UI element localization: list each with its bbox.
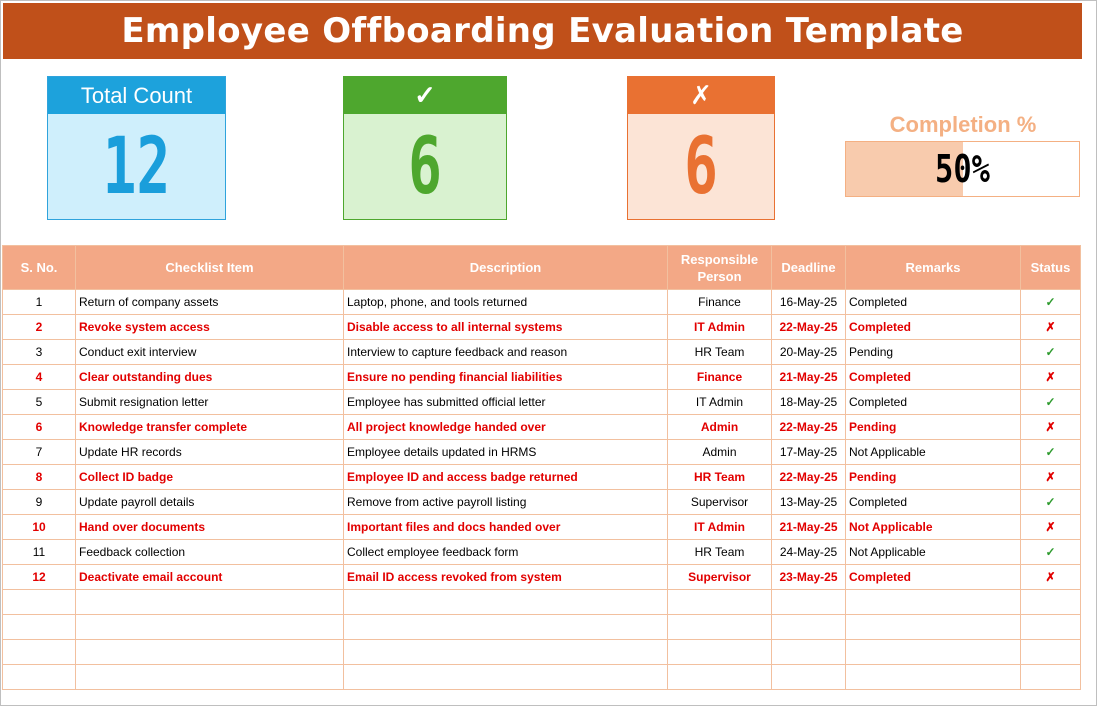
cell-responsible-person[interactable]: HR Team	[668, 340, 772, 365]
cell-deadline[interactable]: 22-May-25	[772, 465, 846, 490]
empty-row	[3, 615, 1081, 640]
cell-deadline[interactable]: 20-May-25	[772, 340, 846, 365]
empty-cell[interactable]	[846, 590, 1021, 615]
empty-row	[3, 640, 1081, 665]
empty-cell[interactable]	[668, 615, 772, 640]
cell-deadline[interactable]: 18-May-25	[772, 390, 846, 415]
empty-cell[interactable]	[1021, 665, 1081, 690]
cell-remarks[interactable]: Not Applicable	[846, 540, 1021, 565]
cell-deadline[interactable]: 21-May-25	[772, 365, 846, 390]
cell-description[interactable]: Important files and docs handed over	[344, 515, 668, 540]
header-responsible-person[interactable]: Responsible Person	[668, 246, 772, 290]
cell-checklist-item[interactable]: Update payroll details	[76, 490, 344, 515]
empty-cell[interactable]	[772, 615, 846, 640]
cell-status[interactable]: ✗	[1021, 315, 1081, 340]
empty-cell[interactable]	[772, 640, 846, 665]
cell-status[interactable]: ✗	[1021, 465, 1081, 490]
cell-deadline[interactable]: 13-May-25	[772, 490, 846, 515]
cell-remarks[interactable]: Completed	[846, 390, 1021, 415]
empty-cell[interactable]	[668, 665, 772, 690]
checklist-table	[2, 245, 1081, 690]
cell-sno[interactable]: 5	[3, 390, 76, 415]
cell-deadline[interactable]: 21-May-25	[772, 515, 846, 540]
cell-deadline[interactable]: 22-May-25	[772, 415, 846, 440]
empty-cell[interactable]	[344, 665, 668, 690]
completion-progress-bar	[845, 141, 1080, 197]
empty-cell[interactable]	[344, 640, 668, 665]
cell-description[interactable]: Email ID access revoked from system	[344, 565, 668, 590]
cell-description[interactable]: Disable access to all internal systems	[344, 315, 668, 340]
table-row	[3, 440, 1081, 465]
empty-cell[interactable]	[344, 590, 668, 615]
cell-deadline[interactable]: 22-May-25	[772, 315, 846, 340]
cell-status[interactable]: ✓	[1021, 540, 1081, 565]
cross-icon: ✗	[628, 77, 774, 114]
cell-status[interactable]: ✓	[1021, 390, 1081, 415]
cell-description[interactable]: Ensure no pending financial liabilities	[344, 365, 668, 390]
empty-cell[interactable]	[1021, 640, 1081, 665]
table-row	[3, 540, 1081, 565]
empty-cell[interactable]	[1021, 615, 1081, 640]
cell-status[interactable]: ✓	[1021, 340, 1081, 365]
table-row	[3, 415, 1081, 440]
cell-checklist-item[interactable]: Hand over documents	[76, 515, 344, 540]
cell-sno[interactable]: 6	[3, 415, 76, 440]
pending-count-card	[627, 76, 775, 220]
table-header-row	[3, 246, 1081, 290]
cell-remarks[interactable]: Pending	[846, 415, 1021, 440]
total-count-label: Total Count	[48, 77, 225, 114]
cell-sno[interactable]: 11	[3, 540, 76, 565]
empty-cell[interactable]	[3, 590, 76, 615]
cell-remarks[interactable]: Not Applicable	[846, 440, 1021, 465]
table-row	[3, 515, 1081, 540]
header-status[interactable]: Status	[1021, 246, 1081, 290]
empty-cell[interactable]	[76, 640, 344, 665]
cell-remarks[interactable]: Not Applicable	[846, 515, 1021, 540]
cell-sno[interactable]: 12	[3, 565, 76, 590]
pending-count-value: 6	[684, 121, 718, 212]
check-icon: ✓	[344, 77, 506, 114]
cell-description[interactable]: Employee ID and access badge returned	[344, 465, 668, 490]
table-row	[3, 290, 1081, 315]
cell-description[interactable]: Remove from active payroll listing	[344, 490, 668, 515]
cell-checklist-item[interactable]: Return of company assets	[76, 290, 344, 315]
cell-responsible-person[interactable]: Finance	[668, 365, 772, 390]
cell-responsible-person[interactable]: HR Team	[668, 465, 772, 490]
header-description[interactable]: Description	[344, 246, 668, 290]
cell-checklist-item[interactable]: Submit resignation letter	[76, 390, 344, 415]
cell-remarks[interactable]: Completed	[846, 565, 1021, 590]
header-checklist-item[interactable]: Checklist Item	[76, 246, 344, 290]
header-sno[interactable]: S. No.	[3, 246, 76, 290]
cell-sno[interactable]: 3	[3, 340, 76, 365]
cell-checklist-item[interactable]: Update HR records	[76, 440, 344, 465]
empty-cell[interactable]	[846, 665, 1021, 690]
empty-cell[interactable]	[772, 665, 846, 690]
cell-responsible-person[interactable]: Supervisor	[668, 490, 772, 515]
cell-checklist-item[interactable]: Knowledge transfer complete	[76, 415, 344, 440]
header-deadline[interactable]: Deadline	[772, 246, 846, 290]
cell-description[interactable]: Interview to capture feedback and reason	[344, 340, 668, 365]
empty-cell[interactable]	[846, 640, 1021, 665]
empty-cell[interactable]	[846, 615, 1021, 640]
cell-checklist-item[interactable]: Feedback collection	[76, 540, 344, 565]
empty-cell[interactable]	[772, 590, 846, 615]
cell-description[interactable]: Laptop, phone, and tools returned	[344, 290, 668, 315]
cell-status[interactable]: ✗	[1021, 415, 1081, 440]
cell-sno[interactable]: 4	[3, 365, 76, 390]
cell-status[interactable]: ✗	[1021, 565, 1081, 590]
cell-deadline[interactable]: 16-May-25	[772, 290, 846, 315]
table-row	[3, 340, 1081, 365]
cell-description[interactable]: Employee details updated in HRMS	[344, 440, 668, 465]
cell-description[interactable]: Collect employee feedback form	[344, 540, 668, 565]
cell-responsible-person[interactable]: IT Admin	[668, 390, 772, 415]
cell-checklist-item[interactable]: Clear outstanding dues	[76, 365, 344, 390]
header-remarks[interactable]: Remarks	[846, 246, 1021, 290]
empty-cell[interactable]	[1021, 590, 1081, 615]
table-row	[3, 565, 1081, 590]
cell-remarks[interactable]: Completed	[846, 365, 1021, 390]
empty-cell[interactable]	[76, 665, 344, 690]
empty-cell[interactable]	[344, 615, 668, 640]
cell-checklist-item[interactable]: Revoke system access	[76, 315, 344, 340]
total-count-value: 12	[102, 121, 171, 212]
table-row	[3, 365, 1081, 390]
cell-remarks[interactable]: Completed	[846, 490, 1021, 515]
cell-status[interactable]: ✗	[1021, 365, 1081, 390]
completed-count-card	[343, 76, 507, 220]
cell-deadline[interactable]: 24-May-25	[772, 540, 846, 565]
cell-description[interactable]: Employee has submitted official letter	[344, 390, 668, 415]
empty-row	[3, 665, 1081, 690]
cell-responsible-person[interactable]: Supervisor	[668, 565, 772, 590]
table-row	[3, 315, 1081, 340]
completion-label: Completion %	[889, 112, 1037, 137]
empty-cell[interactable]	[76, 590, 344, 615]
empty-cell[interactable]	[76, 615, 344, 640]
cell-remarks[interactable]: Pending	[846, 340, 1021, 365]
empty-cell[interactable]	[3, 640, 76, 665]
cell-sno[interactable]: 8	[3, 465, 76, 490]
cell-responsible-person[interactable]: HR Team	[668, 540, 772, 565]
table-row	[3, 490, 1081, 515]
empty-cell[interactable]	[668, 640, 772, 665]
completion-percent: 50%	[935, 147, 990, 191]
empty-cell[interactable]	[668, 590, 772, 615]
cell-responsible-person[interactable]: IT Admin	[668, 315, 772, 340]
cell-deadline[interactable]: 23-May-25	[772, 565, 846, 590]
empty-row	[3, 590, 1081, 615]
empty-cell[interactable]	[3, 615, 76, 640]
cell-status[interactable]: ✓	[1021, 290, 1081, 315]
cell-sno[interactable]: 10	[3, 515, 76, 540]
cell-status[interactable]: ✓	[1021, 440, 1081, 465]
cell-sno[interactable]: 7	[3, 440, 76, 465]
cell-responsible-person[interactable]: IT Admin	[668, 515, 772, 540]
cell-sno[interactable]: 2	[3, 315, 76, 340]
cell-checklist-item[interactable]: Collect ID badge	[76, 465, 344, 490]
cell-responsible-person[interactable]: Admin	[668, 440, 772, 465]
cell-checklist-item[interactable]: Conduct exit interview	[76, 340, 344, 365]
completed-count-value: 6	[408, 121, 442, 212]
cell-deadline[interactable]: 17-May-25	[772, 440, 846, 465]
table-row	[3, 390, 1081, 415]
total-count-card	[47, 76, 226, 220]
cell-sno[interactable]: 1	[3, 290, 76, 315]
cell-description[interactable]: All project knowledge handed over	[344, 415, 668, 440]
cell-checklist-item[interactable]: Deactivate email account	[76, 565, 344, 590]
cell-remarks[interactable]: Pending	[846, 465, 1021, 490]
table-row	[3, 465, 1081, 490]
empty-cell[interactable]	[3, 665, 76, 690]
page-title: Employee Offboarding Evaluation Template	[3, 3, 1082, 59]
cell-status[interactable]: ✗	[1021, 515, 1081, 540]
cell-responsible-person[interactable]: Admin	[668, 415, 772, 440]
cell-sno[interactable]: 9	[3, 490, 76, 515]
cell-remarks[interactable]: Completed	[846, 315, 1021, 340]
cell-status[interactable]: ✓	[1021, 490, 1081, 515]
cell-remarks[interactable]: Completed	[846, 290, 1021, 315]
cell-responsible-person[interactable]: Finance	[668, 290, 772, 315]
